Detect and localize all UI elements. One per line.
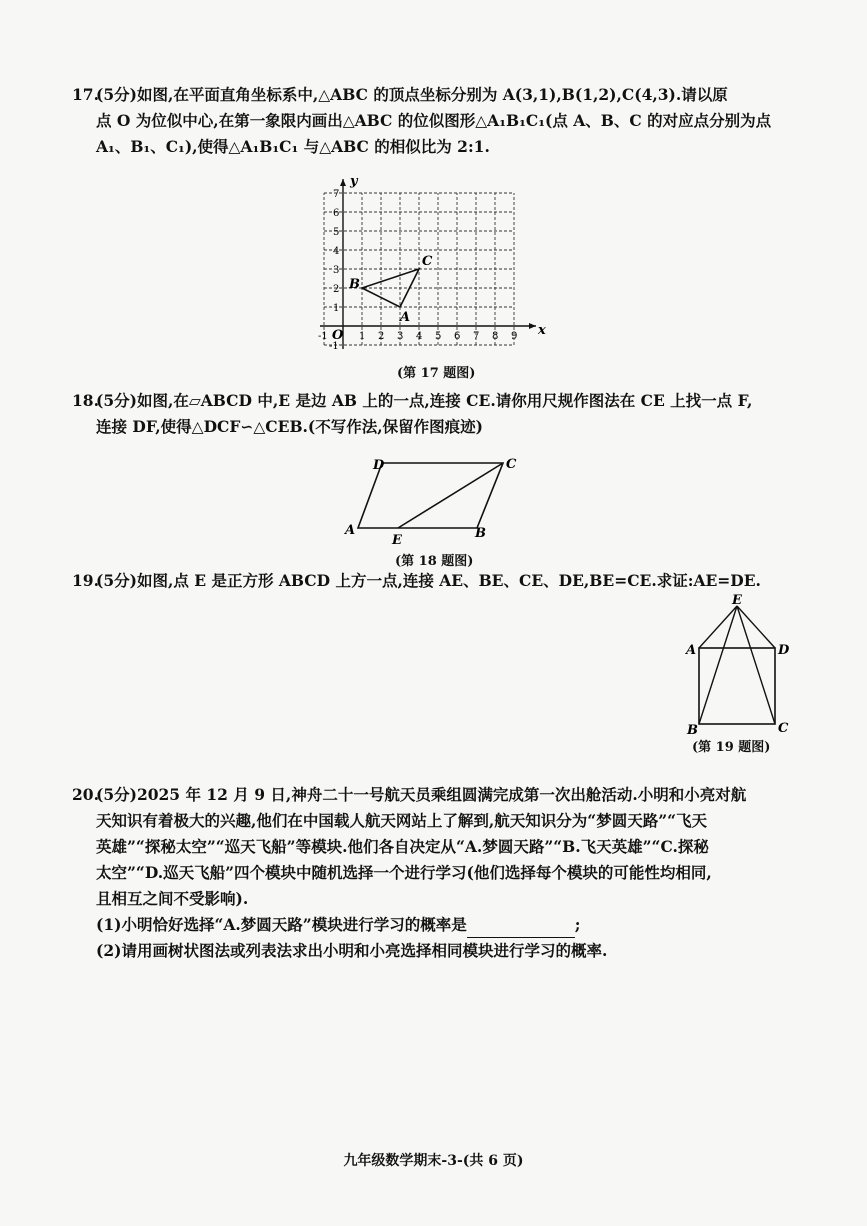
y-tick-label: 1 — [333, 303, 340, 314]
sub-question-1-text: (1)小明恰好选择“A.梦圆天路”模块进行学习的概率是 — [96, 915, 467, 934]
triangle-abc — [348, 254, 433, 325]
question-text-line: (5分)如图,在▱ABCD 中,E 是边 AB 上的一点,连接 CE.请你用尺规作图法在 CE 上找一点 F, — [96, 391, 753, 410]
question-number: 20. — [72, 785, 99, 804]
sub-question-2: (2)请用画树状图法或列表法求出小明和小亮选择相同模块进行学习的概率. — [96, 941, 608, 960]
segment-ce — [737, 606, 775, 724]
question-number: 17. — [72, 85, 99, 104]
x-tick-label: 6 — [454, 331, 461, 342]
label-b: B — [475, 526, 486, 541]
page-footer: 九年级数学期末-3-(共 6 页) — [343, 1153, 524, 1169]
sub-question-1 — [96, 912, 796, 938]
y-tick-label: 2 — [333, 284, 340, 295]
y-tick-label: 3 — [333, 265, 340, 276]
y-tick-label: 4 — [333, 246, 340, 257]
y-tick-label: 5 — [333, 227, 340, 238]
x-tick-label: 5 — [435, 331, 442, 342]
point-label-b: B — [349, 277, 360, 292]
x-axis-arrow — [529, 323, 536, 329]
label-b: B — [687, 723, 698, 738]
segment-ce — [398, 463, 503, 528]
sub-question-1-end: ; — [574, 915, 581, 934]
label-c: C — [778, 721, 789, 736]
figure-caption: (第 18 题图) — [395, 554, 474, 569]
question-text-line: A₁、B₁、C₁),使得△A₁B₁C₁ 与△ABC 的相似比为 2:1. — [96, 137, 490, 156]
question-text-line: 点 O 为位似中心,在第一象限内画出△ABC 的位似图形△A₁B₁C₁(点 A、B、C 的对应点分别为点 — [96, 111, 772, 130]
x-tick-label: 8 — [492, 331, 499, 342]
label-d: D — [373, 458, 385, 473]
x-tick-label: 2 — [378, 331, 385, 342]
parallelogram-figure — [340, 448, 540, 548]
question-text-line: 且相互之间不受影响). — [96, 889, 249, 908]
segment-be — [699, 606, 737, 724]
x-tick-label: 9 — [511, 331, 518, 342]
y-axis-arrow — [340, 179, 346, 186]
x-axis-label: x — [538, 323, 546, 338]
question-text-line: 天知识有着极大的兴趣,他们在中国载人航天网站上了解到,航天知识分为“梦圆天路”“飞天 — [96, 811, 708, 830]
question-text-line: 太空”“D.巡天飞船”四个模块中随机选择一个进行学习(他们选择每个模块的可能性均相同, — [96, 863, 712, 882]
x-tick-label: -1 — [318, 331, 328, 342]
label-a: A — [686, 643, 697, 658]
question-text-line: (5分)如图,在平面直角坐标系中,△ABC 的顶点坐标分别为 A(3,1),B(1,2),C(4,3).请以原 — [96, 85, 728, 104]
question-17 — [72, 82, 796, 160]
segment-de — [737, 606, 775, 648]
label-d: D — [778, 643, 790, 658]
x-tick-label: O — [332, 328, 344, 343]
label-c: C — [506, 457, 517, 472]
point-label-c: C — [422, 254, 433, 269]
x-tick-label: 4 — [416, 331, 423, 342]
point-label-a: A — [400, 310, 411, 325]
question-text-line: (5分)2025 年 12 月 9 日,神舟二十一号航天员乘组圆满完成第一次出舱活动.小明和小亮对航 — [96, 785, 747, 804]
square-abcd — [699, 648, 775, 724]
question-text-line: (5分)如图,点 E 是正方形 ABCD 上方一点,连接 AE、BE、CE、DE,BE=CE.求证:AE=DE. — [96, 571, 761, 590]
question-number: 19. — [72, 571, 99, 590]
question-20 — [72, 782, 796, 964]
segment-ae — [699, 606, 737, 648]
y-tick-label: -1 — [329, 341, 339, 352]
figure-caption: (第 17 题图) — [397, 366, 476, 381]
coordinate-graph — [305, 178, 555, 358]
answer-blank[interactable] — [467, 921, 575, 938]
y-axis-label: y — [350, 178, 358, 189]
question-text-line: 连接 DF,使得△DCF∽△CEB.(不写作法,保留作图痕迹) — [96, 417, 484, 436]
x-tick-label: 7 — [473, 331, 480, 342]
x-tick-label: 3 — [397, 331, 404, 342]
question-number: 18. — [72, 391, 99, 410]
label-a: A — [345, 523, 356, 538]
square-figure — [680, 590, 795, 740]
figure-caption: (第 19 题图) — [692, 740, 771, 755]
question-18 — [72, 388, 796, 440]
y-tick-label: 6 — [333, 208, 340, 219]
y-tick-label: 7 — [333, 189, 340, 200]
label-e: E — [732, 593, 742, 608]
question-text-line: 英雄”“探秘太空”“巡天飞船”等模块.他们各自决定从“A.梦圆天路”“B.飞天英雄”“C.探秘 — [96, 837, 709, 856]
axes — [320, 178, 546, 349]
label-e: E — [392, 533, 402, 548]
x-tick-label: 1 — [359, 331, 366, 342]
